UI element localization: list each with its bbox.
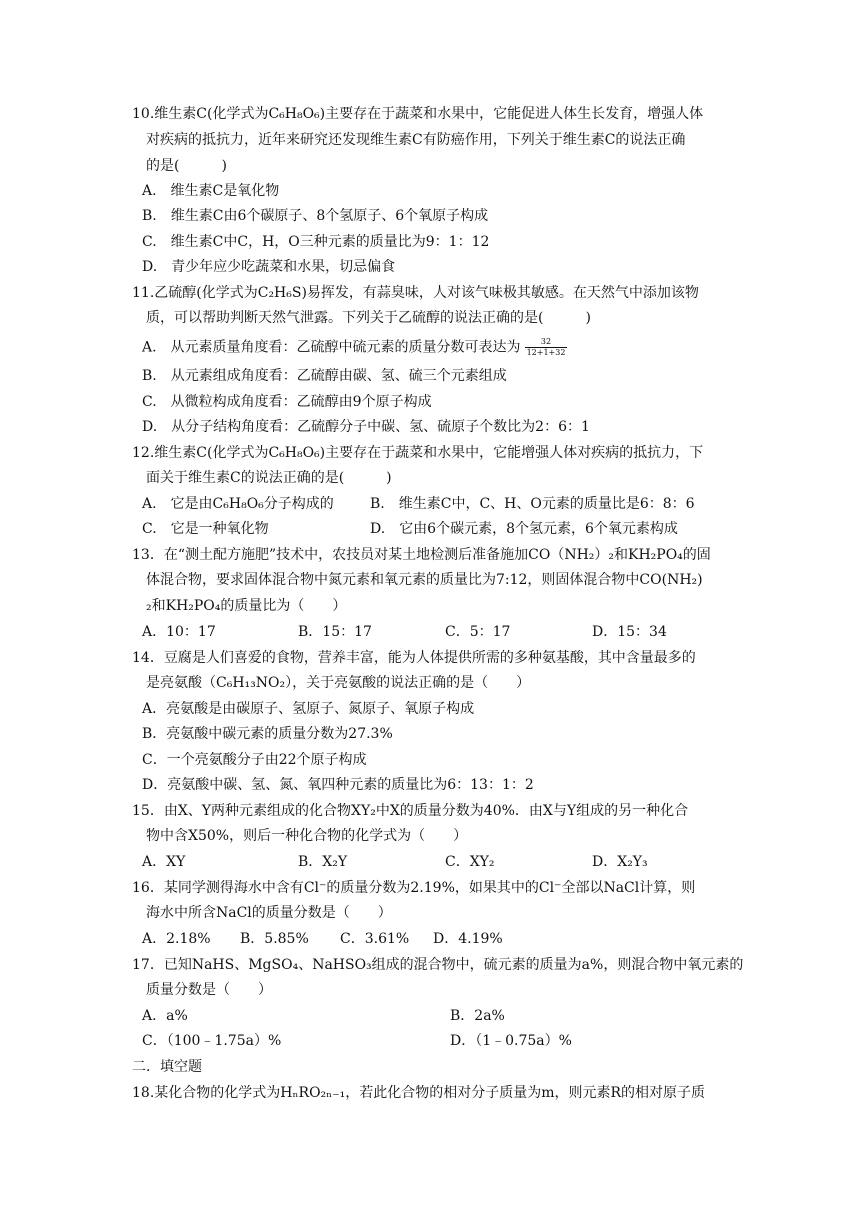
q10-option-a: A. 维生素C是氧化物: [142, 183, 280, 199]
q10-line2: 对疾病的抵抗力，近年来研究还发现维生素C有防癌作用，下列关于维生素C的说法正确: [146, 132, 686, 148]
q17-option-a: A．a%: [142, 1008, 188, 1024]
q11-line2: 质，可以帮助判断天然气泄露。下列关于乙硫醇的说法正确的是( ): [146, 310, 591, 326]
q10-line1: 10.维生素C(化学式为C₆H₈O₆)主要存在于蔬菜和水果中，它能促进人体生长发育，增强人体: [132, 106, 704, 122]
q13-option-d: D．15：34: [592, 624, 667, 640]
q16-line1: 16．某同学测得海水中含有Cl⁻的质量分数为2.19%，如果其中的Cl⁻全部以NaCl计算，则: [132, 880, 696, 896]
q11-option-c: C. 从微粒构成角度看：乙硫醇由9个原子构成: [142, 394, 432, 410]
q14-option-a: A．亮氨酸是由碳原子、氢原子、氮原子、氧原子构成: [142, 701, 475, 717]
fraction-denominator: 12+1+32: [526, 348, 566, 357]
q13-option-c: C．5：17: [445, 624, 511, 640]
q10-line3: 的是( ): [146, 158, 227, 174]
q11-option-d: D. 从分子结构角度看：乙硫醇分子中碳、氢、硫原子个数比为2：6：1: [142, 419, 590, 435]
q15-option-d: D．X₂Y₃: [592, 854, 648, 870]
q12-option-a: A. 它是由C₆H₈O₆分子构成的: [142, 496, 334, 512]
q15-option-a: A．XY: [142, 854, 186, 870]
q15-line1: 15．由X、Y两种元素组成的化合物XY₂中X的质量分数为40%．由X与Y组成的另一种化合: [132, 803, 689, 819]
q10-option-b: B. 维生素C由6个碳原子、8个氢原子、6个氧原子构成: [142, 208, 489, 224]
section-heading: 二．填空题: [132, 1059, 202, 1075]
q15-option-c: C．XY₂: [445, 854, 495, 870]
q12-line2: 面关于维生素C的说法正确的是( ): [146, 470, 392, 486]
q12-option-c: C. 它是一种氧化物: [142, 521, 269, 537]
q13-line1: 13．在“测土配方施肥”技术中，农技员对某土地检测后准备施加CO（NH₂）₂和KH₂PO₄的固: [132, 547, 711, 563]
q12-option-d: D. 它由6个碳元素，8个氢元素，6个氧元素构成: [370, 521, 678, 537]
q17-option-d: D．（1﹣0.75a）%: [450, 1033, 572, 1049]
q18-line1: 18.某化合物的化学式为HₙRO₂ₙ₋₁，若此化合物的相对分子质量为m，则元素R的相对原子质: [132, 1085, 706, 1101]
q13-line2: 体混合物，要求固体混合物中氮元素和氧元素的质量比为7:12，则固体混合物中CO(NH₂): [146, 572, 703, 588]
q13-option-a: A．10：17: [142, 624, 216, 640]
q10-option-d: D. 青少年应少吃蔬菜和水果，切忌偏食: [142, 259, 396, 275]
q14-line1: 14．豆腐是人们喜爱的食物，营养丰富，能为人体提供所需的多种氨基酸，其中含量最多的: [132, 650, 696, 666]
q17-line1: 17．已知NaHS、MgSO₄、NaHSO₃组成的混合物中，硫元素的质量为a%，则混合物中氧元素的: [132, 957, 744, 973]
q12-line1: 12.维生素C(化学式为C₆H₈O₆)主要存在于蔬菜和水果中，它能增强人体对疾病的抵抗力，下: [132, 445, 704, 461]
q17-line2: 质量分数是（ ）: [146, 982, 272, 998]
q16-line2: 海水中所含NaCl的质量分数是（ ）: [146, 905, 392, 921]
q16-option-b: B．5.85%: [240, 931, 309, 947]
q11-line1: 11.乙硫醇(化学式为C₂H₆S)易挥发，有蒜臭味，人对该气味极其敏感。在天然气中添加该物: [132, 285, 699, 301]
q10-option-c: C. 维生素C中C，H，O三种元素的质量比为9：1：12: [142, 234, 490, 250]
q14-option-d: D．亮氨酸中碳、氢、氮、氧四种元素的质量比为6：13：1：2: [142, 777, 534, 793]
q15-option-b: B．X₂Y: [298, 854, 348, 870]
q11-option-a: [142, 337, 567, 358]
q11-option-b: B. 从元素组成角度看：乙硫醇由碳、氢、硫三个元素组成: [142, 368, 507, 384]
q16-option-d: D．4.19%: [433, 931, 503, 947]
q12-option-b: B. 维生素C中，C、H、O元素的质量比是6：8：6: [370, 496, 695, 512]
fraction-numerator: 32: [525, 337, 568, 348]
q14-line2: 是亮氨酸（C₆H₁₃NO₂），关于亮氨酸的说法正确的是（ ）: [146, 675, 531, 691]
q16-option-a: A．2.18%: [142, 931, 211, 947]
q11-option-a-text: A. 从元素质量角度看：乙硫醇中硫元素的质量分数可表达为: [142, 339, 521, 356]
q13-line3: ₂和KH₂PO₄的质量比为（ ）: [146, 598, 347, 614]
q16-option-c: C．3.61%: [340, 931, 410, 947]
q14-option-c: C．一个亮氨酸分子由22个原子构成: [142, 752, 367, 768]
q17-option-b: B．2a%: [450, 1008, 505, 1024]
fraction: [525, 337, 568, 358]
q13-option-b: B．15：17: [298, 624, 372, 640]
q14-option-b: B．亮氨酸中碳元素的质量分数为27.3%: [142, 726, 393, 742]
q17-option-c: C．（100﹣1.75a）%: [142, 1033, 282, 1049]
q15-line2: 物中含X50%，则后一种化合物的化学式为（ ）: [146, 828, 468, 844]
